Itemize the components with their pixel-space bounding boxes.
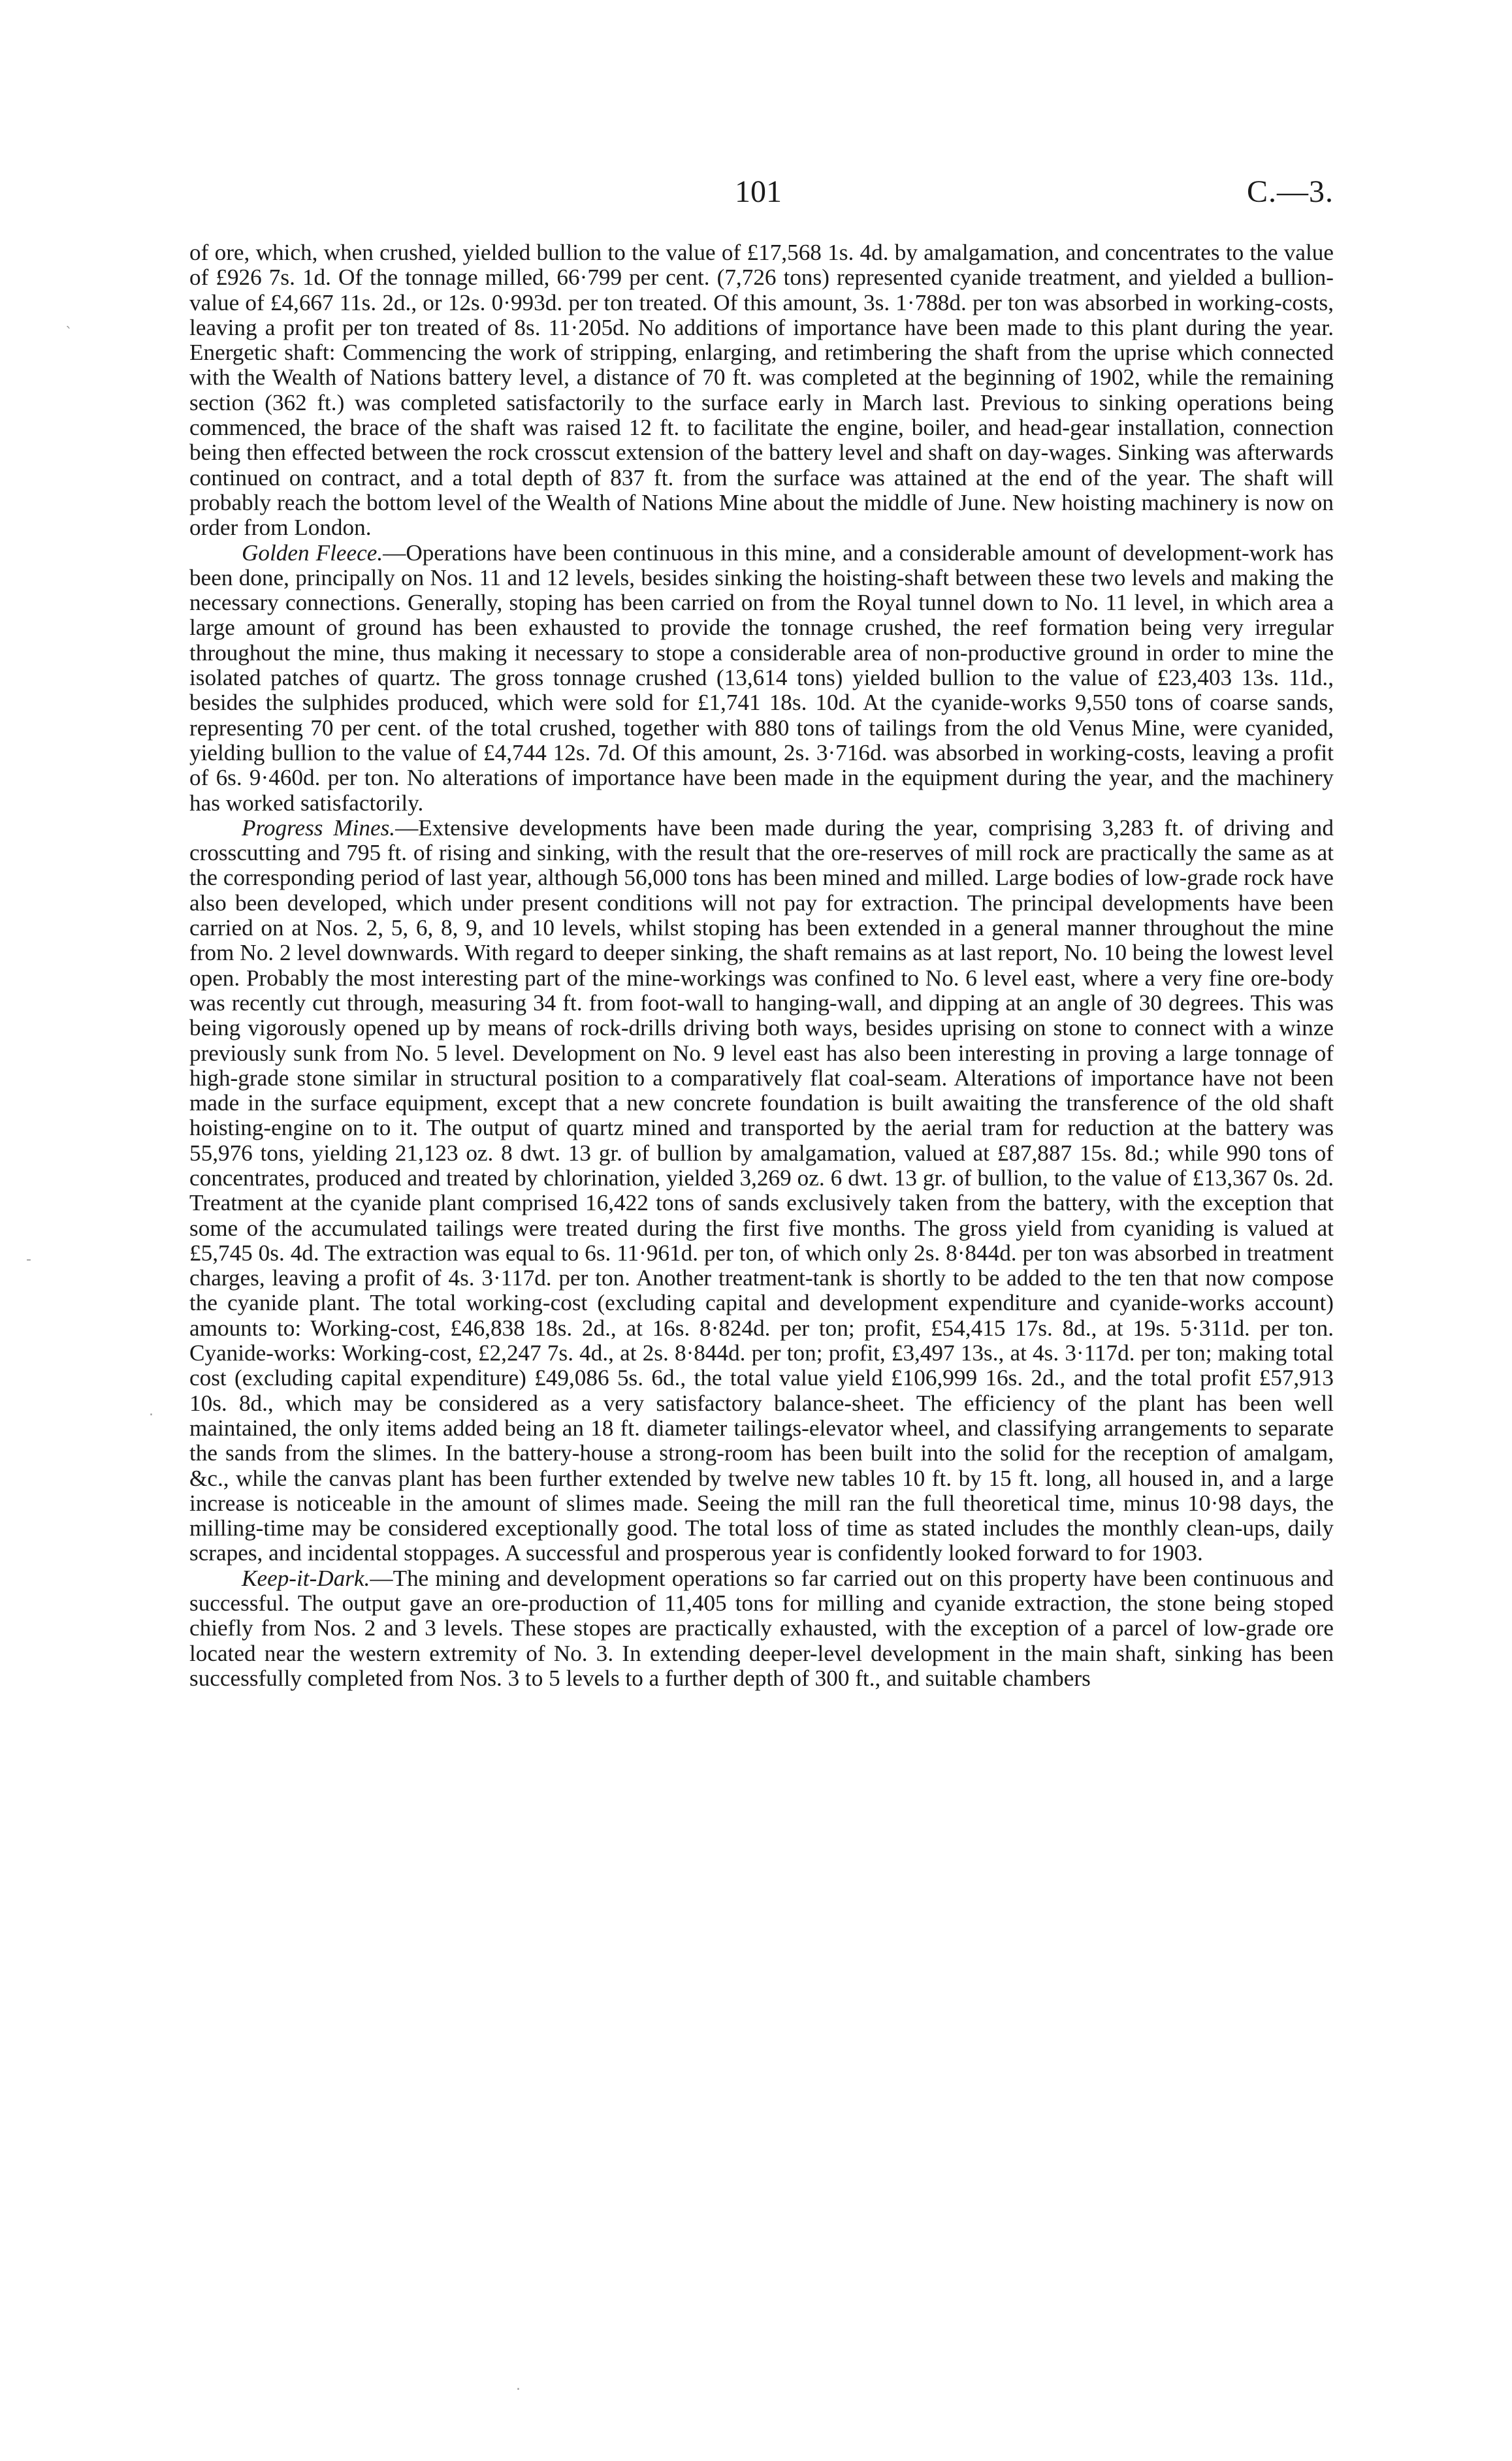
paragraph-golden-fleece (189, 541, 1334, 816)
margin-dot-mark: . (516, 2377, 521, 2394)
paragraph-keep-it-dark (189, 1566, 1334, 1691)
margin-dot-mark: . (149, 1403, 153, 1419)
page-number: 101 (735, 174, 782, 209)
paragraph-progress-mines (189, 816, 1334, 1566)
page-header (189, 171, 1334, 213)
margin-tick-mark: ` (65, 325, 72, 342)
paragraph-text: —The mining and development operations so far carried out on this property have been continuous and successful. The output gave an ore-production of 11,405 tons for milling and cyanide extraction, the stone being stoped chiefly from Nos. 2 and 3 levels. These stopes are practically exhausted, with the exception of a parcel of low-grade ore located near the western extremity of No. 3. In extending deeper-level development in the main shaft, sinking has been successfully completed from Nos. 3 to 5 levels to a further depth of 300 ft., and suitable chambers (189, 1565, 1334, 1691)
report-body (189, 240, 1334, 1691)
section-title-golden-fleece: Golden Fleece. (242, 539, 383, 566)
section-title-progress-mines: Progress Mines. (242, 814, 396, 841)
paragraph-text: of ore, which, when crushed, yielded bullion to the value of £17,568 1s. 4d. by amalgamation, and concentrates to the value of £926 7s. 1d. Of the tonnage milled, 66·799 per cent. (7,726 tons) represented cyanide treatment, and yielded a bullion-value of £4,667 11s. 2d., or 12s. 0·993d. per ton treated. Of this amount, 3s. 1·788d. per ton was absorbed in working-costs, leaving a profit per ton treated of 8s. 11·205d. No additions of importance have been made to this plant during the year. Energetic shaft: Commencing the work of stripping, enlarging, and retimbering the shaft from the uprise which connected with the Wealth of Nations battery level, a distance of 70 ft. was completed at the beginning of 1902, while the remaining section (362 ft.) was completed satisfactorily to the surface early in March last. Previous to sinking operations being commenced, the brace of the shaft was raised 12 ft. to facilitate the engine, boiler, and head-gear installation, connection being then effected between the rock crosscut extension of the battery level and shaft on day-wages. Sinking was afterwards continued on contract, and a total depth of 837 ft. from the surface was attained at the end of the year. The shaft will probably reach the bottom level of the Wealth of Nations Mine about the middle of June. New hoisting machinery is now on order from London. (189, 240, 1334, 541)
series-code: C.—3. (1246, 174, 1334, 209)
section-title-keep-it-dark: Keep-it-Dark. (242, 1565, 370, 1591)
paragraph-energetic-continuation (189, 240, 1334, 541)
margin-tick-mark: - (26, 1251, 31, 1268)
paragraph-text: —Operations have been continuous in this mine, and a considerable amount of development-work has been done, principally on Nos. 11 and 12 levels, besides sinking the hoisting-shaft between these two levels and making the necessary connections. Generally, stoping has been carried on from the Royal tunnel down to No. 11 level, in which area a large amount of ground has been exhausted to provide the tonnage crushed, the reef formation being very irregular throughout the mine, thus making it necessary to stope a considerable area of non-productive ground in order to mine the isolated patches of quartz. The gross tonnage crushed (13,614 tons) yielded bullion to the value of £23,403 13s. 11d., besides the sulphides produced, which were sold for £1,741 18s. 10d. At the cyanide-works 9,550 tons of coarse sands, representing 70 per cent. of the total crushed, together with 880 tons of tailings from the old Venus Mine, were cyanided, yielding bullion to the value of £4,744 12s. 7d. Of this amount, 2s. 3·716d. was absorbed in working-costs, leaving a profit of 6s. 9·460d. per ton. No alterations of importance have been made in the equipment during the year, and the machinery has worked satisfactorily. (189, 539, 1334, 816)
paragraph-text: —Extensive developments have been made during the year, comprising 3,283 ft. of driving and crosscutting and 795 ft. of rising and sinking, with the result that the ore-reserves of mill rock are practically the same as at the corresponding period of last year, although 56,000 tons has been mined and milled. Large bodies of low-grade rock have also been developed, which under present conditions will not pay for extraction. The principal developments have been carried on at Nos. 2, 5, 6, 8, 9, and 10 levels, whilst stoping has been extended in a general manner throughout the mine from No. 2 level downwards. With regard to deeper sinking, the shaft remains as at last report, No. 10 being the lowest level open. Probably the most interesting part of the mine-workings was confined to No. 6 level east, where a very fine ore-body was recently cut through, measuring 34 ft. from foot-wall to hanging-wall, and dipping at an angle of 30 degrees. This was being vigorously opened up by means of rock-drills driving both ways, besides uprising on stone to connect with a winze previously sunk from No. 5 level. Development on No. 9 level east has also been interesting in proving a large tonnage of high-grade stone similar in structural position to a comparatively flat coal-seam. Alterations of importance have not been made in the surface equipment, except that a new concrete foundation is built awaiting the transference of the old shaft hoisting-engine on to it. The output of quartz mined and transported by the aerial tram for reduction at the battery was 55,976 tons, yielding 21,123 oz. 8 dwt. 13 gr. of bullion by amalgamation, valued at £87,887 15s. 8d.; while 990 tons of concentrates, produced and treated by chlorination, yielded 3,269 oz. 6 dwt. 13 gr. of bullion, to the value of £13,367 0s. 2d. Treatment at the cyanide plant comprised 16,422 tons of sands exclusively taken from the battery, with the exception that some of the accumulated tailings were treated during the first five months. The gross yield from cyaniding is valued at £5,745 0s. 4d. The extraction was equal to 6s. 11·961d. per ton, of which only 2s. 8·844d. per ton was absorbed in treatment charges, leaving a profit of 4s. 3·117d. per ton. Another treatment-tank is shortly to be added to the ten that now compose the cyanide plant. The total working-cost (excluding capital and development expenditure and cyanide-works account) amounts to: Working-cost, £46,838 18s. 2d., at 16s. 8·824d. per ton; profit, £54,415 17s. 8d., at 19s. 5·311d. per ton. Cyanide-works: Working-cost, £2,247 7s. 4d., at 2s. 8·844d. per ton; profit, £3,497 13s., at 4s. 3·117d. per ton; making total cost (excluding capital expenditure) £49,086 5s. 6d., the total value yield £106,999 16s. 2d., and the total profit £57,913 10s. 8d., which may be considered as a very satisfactory balance-sheet. The efficiency of the plant has been well maintained, the only items added being an 18 ft. diameter tailings-elevator wheel, and classifying arrangements to separate the sands from the slimes. In the battery-house a strong-room has been built into the solid for the reception of amalgam, &c., while the canvas plant has been further extended by twelve new tables 10 ft. by 15 ft. long, all housed in, and a large increase is noticeable in the amount of slimes made. Seeing the mill ran the full theoretical time, minus 10·98 days, the milling-time may be considered exceptionally good. The total loss of time as stated includes the monthly clean-ups, daily scrapes, and incidental stoppages. A successful and prosperous year is confidently looked forward to for 1903. (189, 814, 1334, 1566)
